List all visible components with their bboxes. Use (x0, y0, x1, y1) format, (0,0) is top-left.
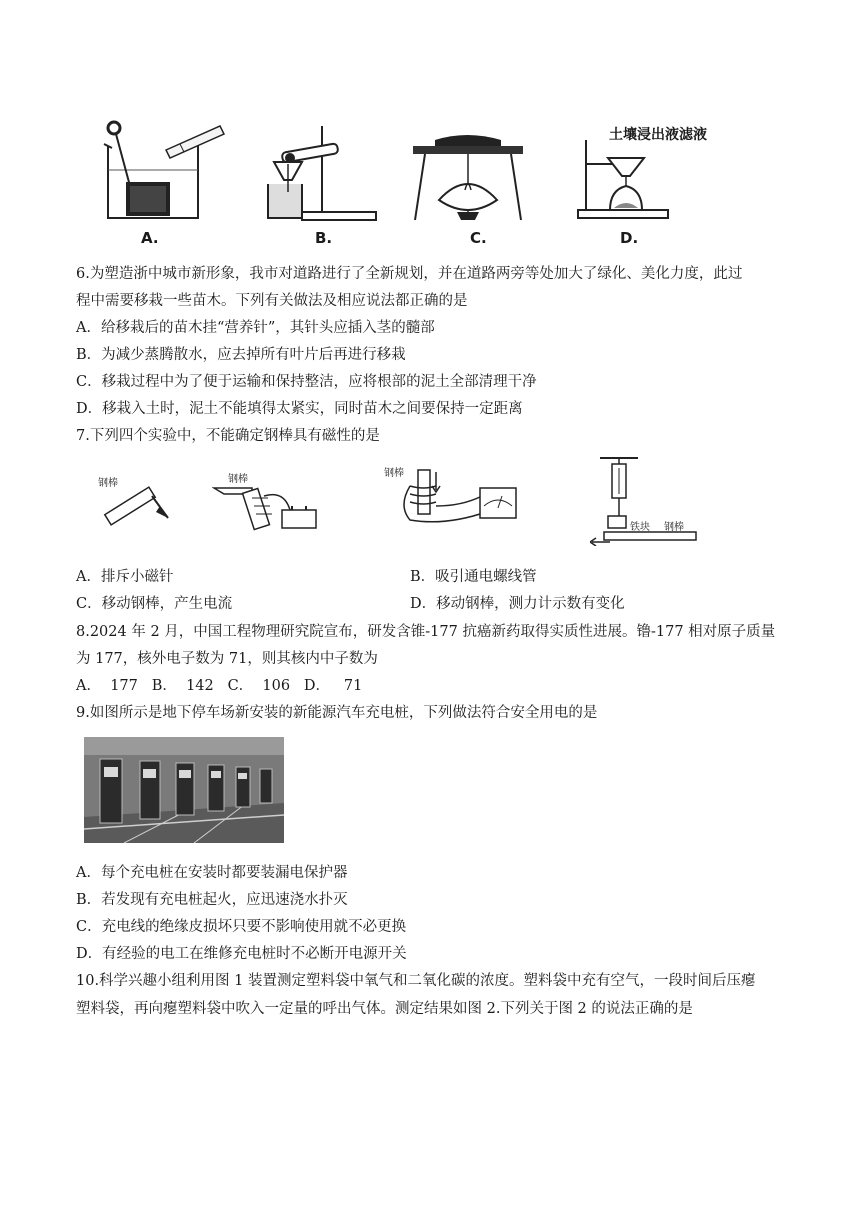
figure-b-stand (262, 122, 382, 226)
q6-option-b: B．为减少蒸腾散水，应去掉所有叶片后再进行移栽 (76, 347, 406, 363)
q6-option-c: C．移栽过程中为了便于运输和保持整洁，应将根部的泥土全部清理干净 (76, 374, 537, 390)
q6-stem-line-2: 程中需要移栽一些苗木。下列有关做法及相应说法都正确的是 (76, 293, 468, 309)
q9-option-a: A．每个充电桩在安装时都要装漏电保护器 (76, 865, 348, 881)
q6-stem-line-1: 6.为塑造浙中城市新形象，我市对道路进行了全新规划，并在道路两旁等处加大了绿化、美化力度，此过 (76, 266, 743, 282)
q10-stem-line-2: 塑料袋，再向瘪塑料袋中吹入一定量的呼出气体。测定结果如图 2.下列关于图 2 的说法正确的是 (76, 1001, 693, 1017)
figure-c-burner (405, 130, 530, 222)
q8-options: A． 177 B． 142 C． 106 D． 71 (76, 678, 363, 694)
q7-figure-c (396, 466, 524, 532)
q7-fig-d-iron-label: 铁块 (630, 522, 650, 533)
q7-option-a: A．排斥小磁针 (76, 569, 174, 585)
figure-c-label: C. (470, 229, 487, 247)
q6-option-a: A．给移栽后的苗木挂“营养针”，其针头应插入茎的髓部 (76, 320, 435, 336)
q9-option-b: B．若发现有充电桩起火，应迅速浇水扑灭 (76, 892, 348, 908)
q7-stem: 7.下列四个实验中，不能确定钢棒具有磁性的是 (76, 428, 380, 444)
charging-station-photo (84, 737, 284, 843)
q7-fig-c-rod-label: 钢棒 (384, 468, 404, 479)
q7-fig-b-rod-label: 钢棒 (228, 474, 248, 485)
figure-a-label: A. (141, 229, 159, 247)
q7-option-b: B．吸引通电螺线管 (410, 569, 537, 585)
q7-fig-d-rod-label: 钢棒 (664, 522, 684, 533)
figure-d-caption: 土壤浸出液滤液 (609, 127, 707, 143)
q7-figure-b (212, 484, 322, 534)
q7-option-c: C．移动钢棒，产生电流 (76, 596, 233, 612)
q10-stem-line-1: 10.科学兴趣小组利用图 1 装置测定塑料袋中氧气和二氧化碳的浓度。塑料袋中充有空气，一段时间后压瘪 (76, 973, 756, 989)
q9-option-d: D．有经验的电工在维修充电桩时不必断开电源开关 (76, 946, 407, 962)
q6-option-d: D．移栽入土时，泥土不能填得太紧实，同时苗木之间要保持一定距离 (76, 401, 523, 417)
q7-option-d: D．移动钢棒，测力计示数有变化 (410, 596, 625, 612)
q9-stem: 9.如图所示是地下停车场新安装的新能源汽车充电桩，下列做法符合安全用电的是 (76, 705, 598, 721)
q8-stem-line-1: 8.2024 年 2 月，中国工程物理研究院宣布，研发含锥-177 抗癌新药取得实质性进展。镥-177 相对原子质量 (76, 624, 776, 640)
figure-b-label: B. (315, 229, 333, 247)
figure-a-beaker (100, 118, 230, 226)
q8-stem-line-2: 为 177，核外电子数为 71，则其核内中子数为 (76, 651, 378, 667)
q9-option-c: C．充电线的绝缘皮损坏只要不影响使用就不必更换 (76, 919, 407, 935)
q7-fig-a-rod-label: 钢棒 (98, 478, 118, 489)
figure-d-label: D. (620, 229, 639, 247)
